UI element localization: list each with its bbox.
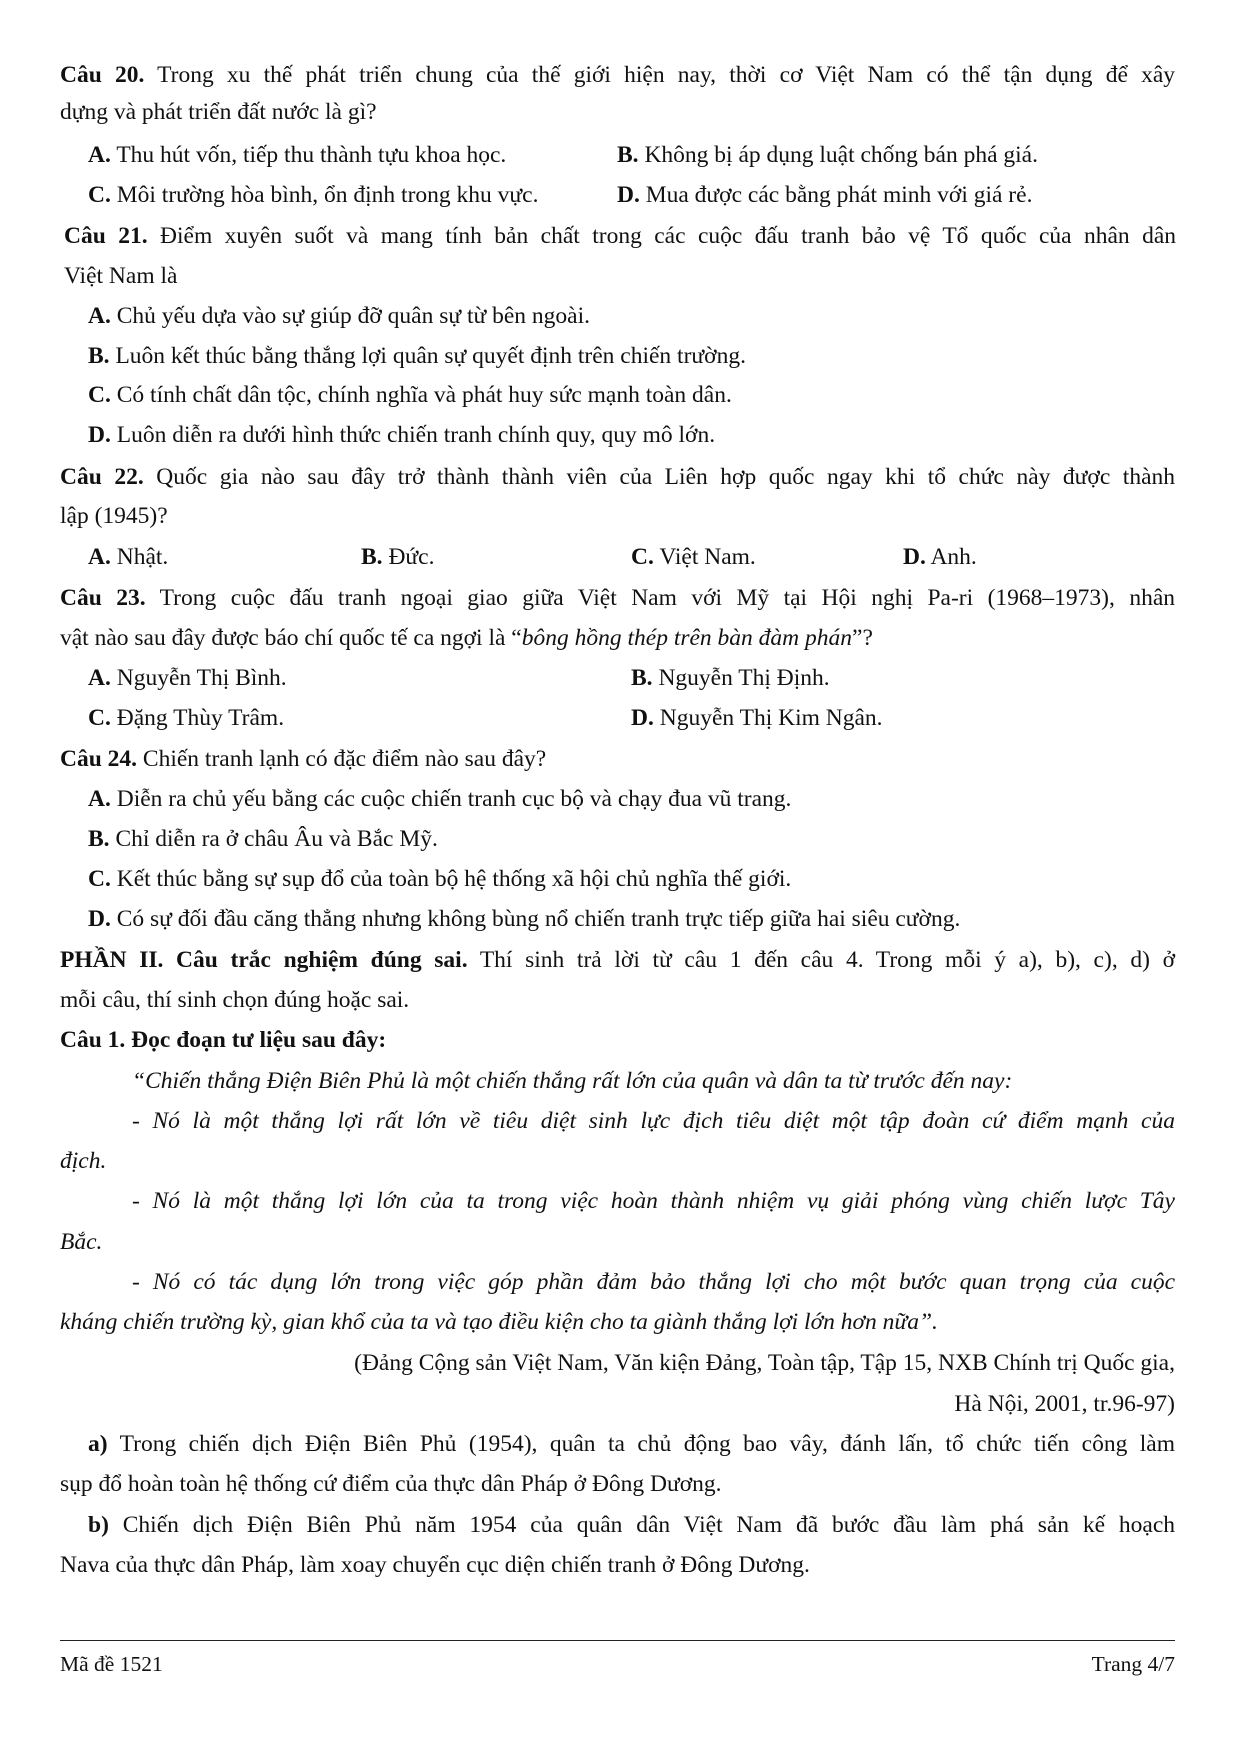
- q23-option-b: B. Nguyễn Thị Định.: [631, 665, 830, 691]
- part2-instruction-line2: mỗi câu, thí sinh chọn đúng hoặc sai.: [60, 987, 410, 1013]
- q20-label: Câu 20.: [60, 62, 145, 88]
- q21-option-b: B. Luôn kết thúc bằng thắng lợi quân sự quyết định trên chiến trường.: [88, 343, 746, 369]
- q1-quote-line1: “Chiến thắng Điện Biên Phủ là một chiến thắng rất lớn của quân và dân ta từ trước đến nay:: [132, 1068, 1013, 1094]
- q24-option-b: B. Chỉ diễn ra ở châu Âu và Bắc Mỹ.: [88, 826, 438, 852]
- q1-quote-line3: địch.: [60, 1148, 107, 1174]
- q1-statement-b-line1: b) Chiến dịch Điện Biên Phủ năm 1954 của quân dân Việt Nam đã bước đầu làm phá sản kế hoạch: [88, 1512, 1176, 1538]
- q1-quote-line5: Bắc.: [60, 1229, 103, 1255]
- q24-label: Câu 24.: [60, 746, 138, 772]
- q1-quote-line7: kháng chiến trường kỳ, gian khổ của ta và tạo điều kiện cho ta giành thắng lợi lớn hơn nữa”.: [60, 1309, 938, 1335]
- q24-option-c: C. Kết thúc bằng sự sụp đổ của toàn bộ hệ thống xã hội chủ nghĩa thế giới.: [88, 866, 792, 892]
- q20-stem-line1: Câu 20. Trong xu thế phát triển chung của thế giới hiện nay, thời cơ Việt Nam có thể tận dụng để xây: [60, 62, 1176, 88]
- q20-option-a: A. Thu hút vốn, tiếp thu thành tựu khoa học.: [88, 142, 507, 168]
- q22-option-d: D. Anh.: [903, 544, 977, 570]
- q1-source-line2: Hà Nội, 2001, tr.96-97): [954, 1391, 1175, 1417]
- q23-option-c: C. Đặng Thùy Trâm.: [88, 705, 285, 731]
- q21-stem-line2: Việt Nam là: [64, 263, 178, 289]
- q22-stem-line1: Câu 22. Quốc gia nào sau đây trở thành thành viên của Liên hợp quốc ngay khi tổ chức này được thành: [60, 464, 1176, 490]
- q21-option-a: A. Chủ yếu dựa vào sự giúp đỡ quân sự từ bên ngoài.: [88, 303, 590, 329]
- q1-source-line1: (Đảng Cộng sản Việt Nam, Văn kiện Đảng, Toàn tập, Tập 15, NXB Chính trị Quốc gia,: [354, 1350, 1175, 1376]
- q22-option-b: B. Đức.: [361, 544, 435, 570]
- q21-option-c: C. Có tính chất dân tộc, chính nghĩa và phát huy sức mạnh toàn dân.: [88, 382, 732, 408]
- q1-label: Câu 1. Đọc đoạn tư liệu sau đây:: [60, 1027, 387, 1053]
- q21-stem-line1: Câu 21. Điểm xuyên suốt và mang tính bản chất trong các cuộc đấu tranh bảo vệ Tổ quốc của nhân dân: [64, 223, 1177, 249]
- q1-quote-line6: - Nó có tác dụng lớn trong việc góp phần đảm bảo thắng lợi cho một bước quan trọng của cuộc: [132, 1269, 1175, 1295]
- q24-stem: Câu 24. Chiến tranh lạnh có đặc điểm nào sau đây?: [60, 746, 547, 772]
- q23-stem-line1: Câu 23. Trong cuộc đấu tranh ngoại giao giữa Việt Nam với Mỹ tại Hội nghị Pa-ri (1968–1973), nhân: [60, 585, 1175, 611]
- part2-label: PHẦN II. Câu trắc nghiệm đúng sai.: [60, 947, 468, 973]
- q22-label: Câu 22.: [60, 464, 144, 490]
- q20-option-c: C. Môi trường hòa bình, ổn định trong khu vực.: [88, 182, 539, 208]
- q20-option-d: D. Mua được các bằng phát minh với giá rẻ.: [617, 182, 1033, 208]
- q23-stem-line2: vật nào sau đây được báo chí quốc tế ca ngợi là “bông hồng thép trên bàn đàm phán”?: [60, 625, 873, 651]
- q22-stem-line2: lập (1945)?: [60, 503, 168, 529]
- q1-quote-line2: - Nó là một thắng lợi rất lớn về tiêu diệt sinh lực địch tiêu diệt một tập đoàn cứ điểm mạnh của: [132, 1108, 1175, 1134]
- q21-option-d: D. Luôn diễn ra dưới hình thức chiến tranh chính quy, quy mô lớn.: [88, 422, 716, 448]
- q20-option-b: B. Không bị áp dụng luật chống bán phá giá.: [617, 142, 1038, 168]
- part2-heading: PHẦN II. Câu trắc nghiệm đúng sai. Thí sinh trả lời từ câu 1 đến câu 4. Trong mỗi ý a), b), c), d) ở: [60, 947, 1175, 973]
- q23-label: Câu 23.: [60, 585, 146, 611]
- q23-option-d: D. Nguyễn Thị Kim Ngân.: [631, 705, 883, 731]
- q22-option-a: A. Nhật.: [88, 544, 169, 570]
- q1-quote-line4: - Nó là một thắng lợi lớn của ta trong việc hoàn thành nhiệm vụ giải phóng vùng chiến lược Tây: [132, 1188, 1175, 1214]
- q24-option-a: A. Diễn ra chủ yếu bằng các cuộc chiến tranh cục bộ và chạy đua vũ trang.: [88, 786, 792, 812]
- q20-stem-line2: dựng và phát triển đất nước là gì?: [60, 99, 377, 125]
- footer-divider: [60, 1640, 1175, 1641]
- q21-label: Câu 21.: [64, 223, 148, 249]
- exam-code: Mã đề 1521: [60, 1652, 163, 1676]
- q1-statement-a-line1: a) Trong chiến dịch Điện Biên Phủ (1954), quân ta chủ động bao vây, đánh lấn, tổ chức tiến công làm: [88, 1431, 1175, 1457]
- q24-option-d: D. Có sự đối đầu căng thẳng nhưng không bùng nổ chiến tranh trực tiếp giữa hai siêu cường.: [88, 906, 961, 932]
- q1-statement-a-line2: sụp đổ hoàn toàn hệ thống cứ điểm của thực dân Pháp ở Đông Dương.: [60, 1471, 722, 1497]
- page-number: Trang 4/7: [1091, 1652, 1175, 1676]
- q23-option-a: A. Nguyễn Thị Bình.: [88, 665, 287, 691]
- q1-statement-b-line2: Nava của thực dân Pháp, làm xoay chuyển cục diện chiến tranh ở Đông Dương.: [60, 1552, 810, 1578]
- q22-option-c: C. Việt Nam.: [631, 544, 756, 570]
